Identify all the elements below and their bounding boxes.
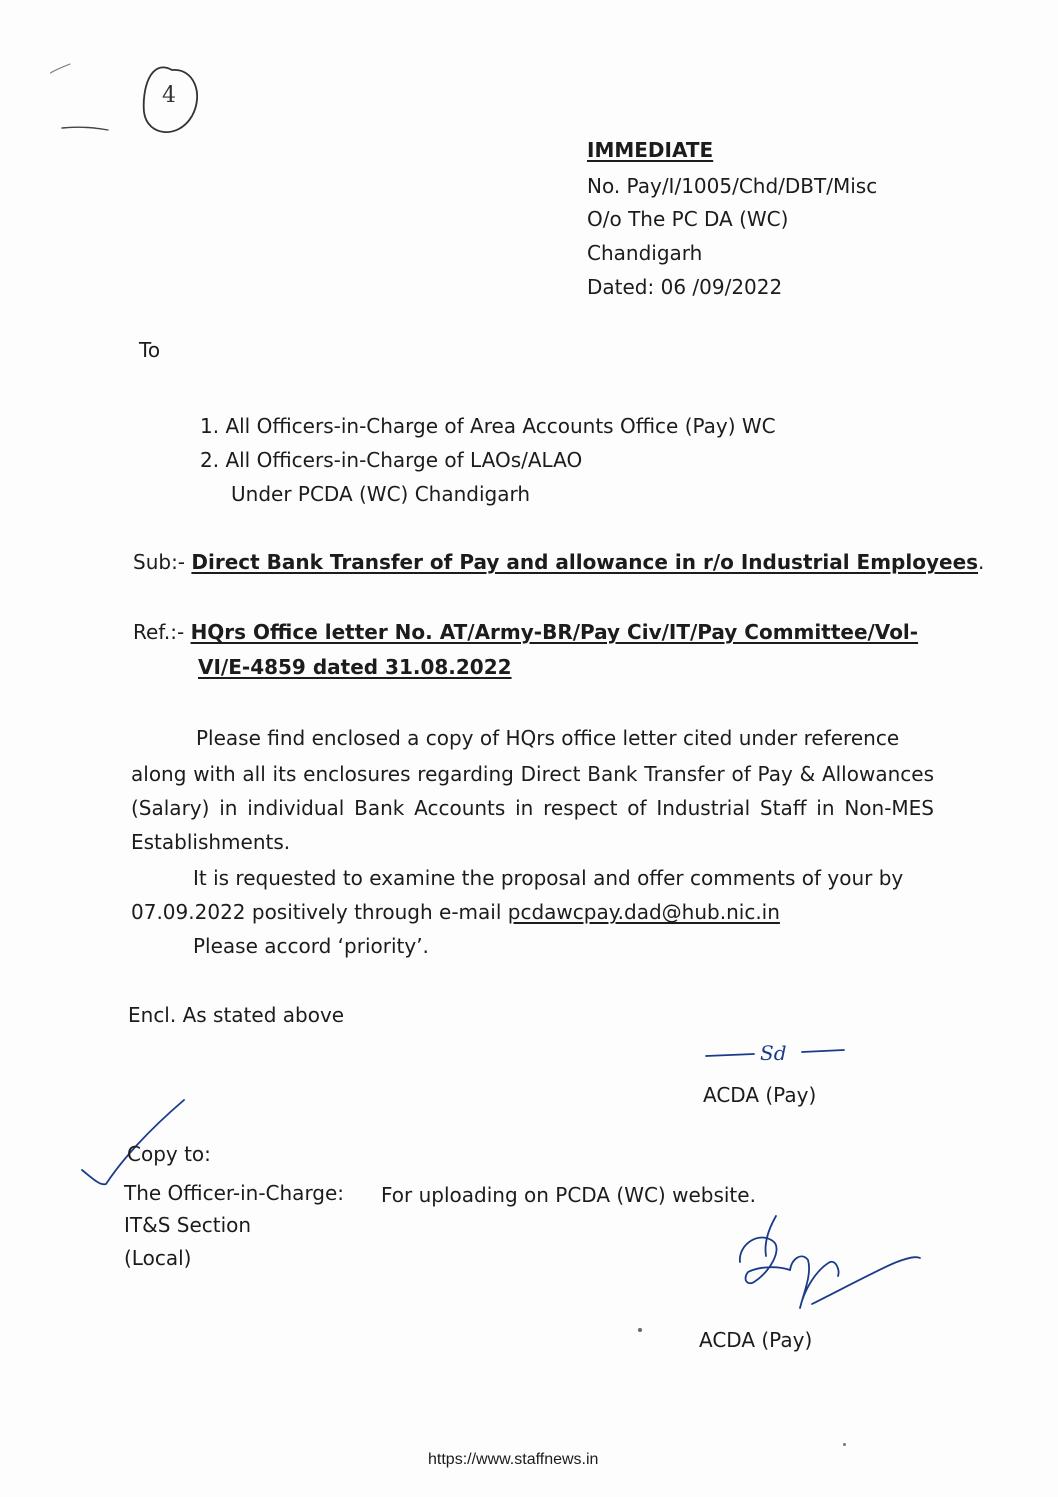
letter-number: No. Pay/I/1005/Chd/DBT/Misc xyxy=(587,174,878,198)
subject-text: Direct Bank Transfer of Pay and allowance in r/o Industrial Employees xyxy=(191,550,979,574)
office-name: O/o The PC DA (WC) xyxy=(587,207,789,231)
to-label: To xyxy=(139,338,161,362)
sd-mark-text: Sd xyxy=(760,1041,787,1065)
subject-end: . xyxy=(978,550,985,574)
sd-signature-mark xyxy=(702,1036,852,1070)
letter-date: Dated: 06 /09/2022 xyxy=(587,275,783,299)
paragraph-1-first-line: Please find enclosed a copy of HQrs office letter cited under reference xyxy=(196,726,900,750)
recipient-2: 2. All Officers-in-Charge of LAOs/ALAO xyxy=(200,448,583,472)
copy-recipient-line-2: IT&S Section xyxy=(124,1213,252,1237)
handwritten-signature xyxy=(720,1200,930,1320)
paragraph-2-text: 07.09.2022 positively through e-mail xyxy=(131,900,508,924)
immediate-label: IMMEDIATE xyxy=(587,138,714,162)
recipient-1: 1. All Officers-in-Charge of Area Accounts Office (Pay) WC xyxy=(200,414,776,438)
circled-number-mark xyxy=(50,50,210,150)
email-link[interactable]: pcdawcpay.dad@hub.nic.in xyxy=(507,900,780,924)
recipient-2-continued: Under PCDA (WC) Chandigarh xyxy=(231,482,531,506)
copy-recipient-line-1: The Officer-in-Charge: xyxy=(124,1181,345,1205)
margin-mark-text: 4 xyxy=(162,83,176,108)
office-city: Chandigarh xyxy=(587,241,703,265)
footer-url[interactable]: https://www.staffnews.in xyxy=(428,1451,599,1468)
subject-label: Sub:- xyxy=(133,550,186,574)
paragraph-1-body: along with all its enclosures regarding Direct Bank Transfer of Pay & Allowances (Salary) in individual Bank Accounts in respect of Industrial Staff in Non-MES Establishments. xyxy=(131,762,934,854)
signatory-title-1: ACDA (Pay) xyxy=(703,1083,817,1107)
paragraph-2-second-line xyxy=(131,900,780,924)
reference-text-line2: VI/E-4859 dated 31.08.2022 xyxy=(198,655,512,679)
enclosure-note: Encl. As stated above xyxy=(128,1003,345,1027)
copy-recipient-line-3: (Local) xyxy=(124,1246,192,1270)
priority-request: Please accord ‘priority’. xyxy=(193,934,429,958)
paragraph-2-first-line: It is requested to examine the proposal and offer comments of your by xyxy=(193,866,904,890)
reference-text-line1: HQrs Office letter No. AT/Army-BR/Pay Civ/IT/Pay Committee/Vol- xyxy=(190,620,919,644)
subject-line xyxy=(133,550,984,574)
reference-label: Ref.:- xyxy=(133,620,185,644)
signatory-title-2: ACDA (Pay) xyxy=(699,1328,813,1352)
reference-line xyxy=(133,620,918,644)
paper-speck xyxy=(638,1328,642,1332)
copy-purpose: For uploading on PCDA (WC) website. xyxy=(381,1183,756,1207)
paper-speck xyxy=(843,1443,846,1446)
copy-to-label: Copy to: xyxy=(127,1142,211,1166)
